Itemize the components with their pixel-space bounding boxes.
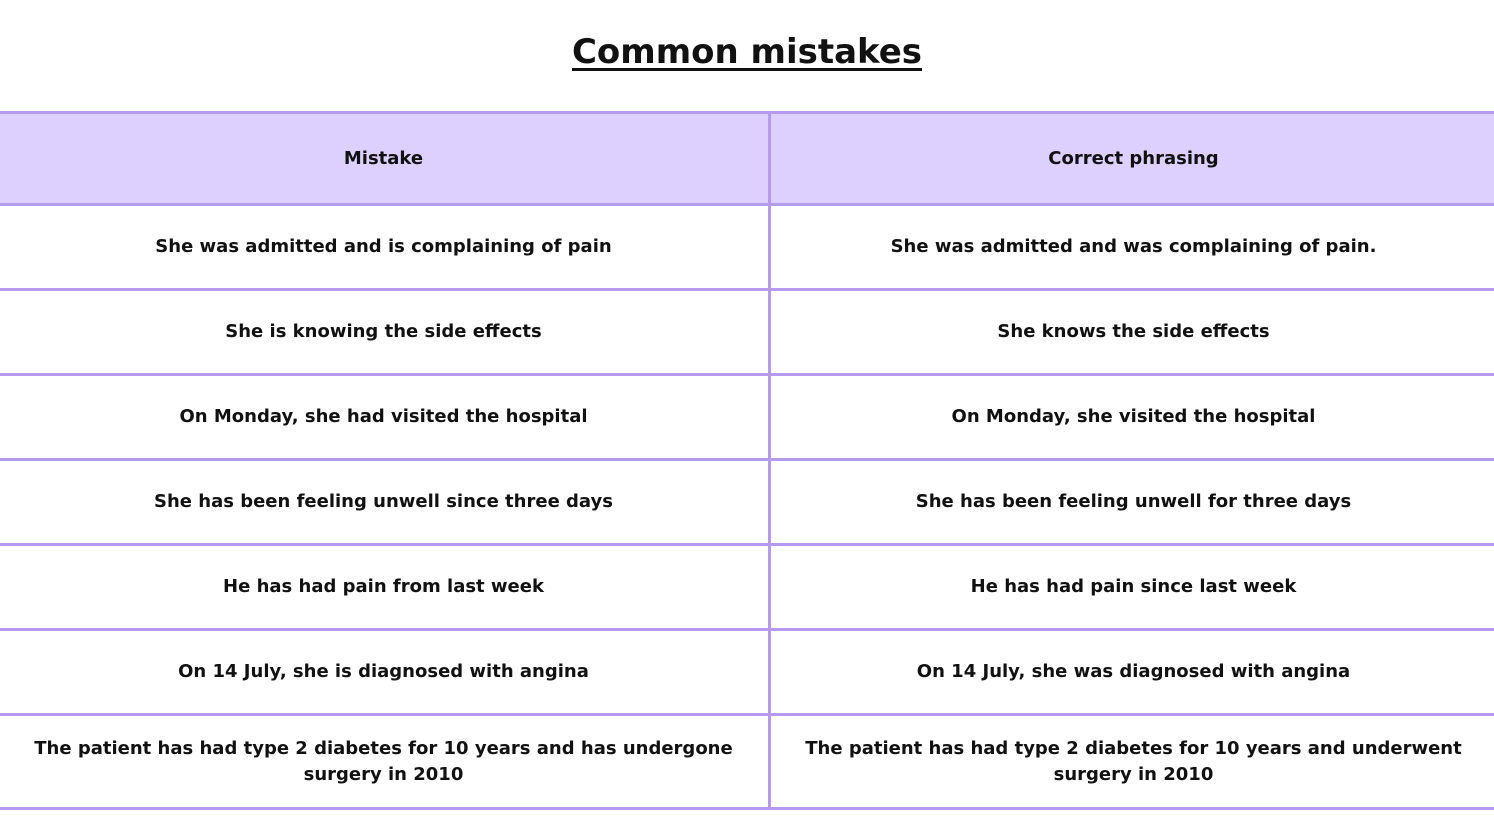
table-row — [0, 715, 1494, 809]
correct-phrasing-cell: She has been feeling unwell for three days — [770, 460, 1494, 545]
mistake-cell: He has had pain from last week — [0, 545, 770, 630]
correct-phrasing-cell: On Monday, she visited the hospital — [770, 375, 1494, 460]
mistakes-table — [0, 111, 1494, 810]
table-row — [0, 460, 1494, 545]
mistake-cell: She was admitted and is complaining of pain — [0, 205, 770, 290]
table-row — [0, 375, 1494, 460]
mistake-cell: On 14 July, she is diagnosed with angina — [0, 630, 770, 715]
correct-phrasing-cell: On 14 July, she was diagnosed with angina — [770, 630, 1494, 715]
table-header-row — [0, 113, 1494, 205]
mistake-cell: The patient has had type 2 diabetes for 10 years and has undergone surgery in 2010 — [0, 715, 770, 809]
column-header-mistake: Mistake — [0, 113, 770, 205]
table-row — [0, 205, 1494, 290]
mistake-cell: She has been feeling unwell since three days — [0, 460, 770, 545]
correct-phrasing-cell: The patient has had type 2 diabetes for 10 years and underwent surgery in 2010 — [770, 715, 1494, 809]
correct-phrasing-cell: He has had pain since last week — [770, 545, 1494, 630]
table-row — [0, 545, 1494, 630]
correct-phrasing-cell: She knows the side effects — [770, 290, 1494, 375]
table-row — [0, 290, 1494, 375]
correct-phrasing-cell: She was admitted and was complaining of pain. — [770, 205, 1494, 290]
page-title: Common mistakes — [571, 32, 923, 72]
table-row — [0, 630, 1494, 715]
mistake-cell: She is knowing the side effects — [0, 290, 770, 375]
column-header-correct-phrasing: Correct phrasing — [770, 113, 1494, 205]
mistake-cell: On Monday, she had visited the hospital — [0, 375, 770, 460]
